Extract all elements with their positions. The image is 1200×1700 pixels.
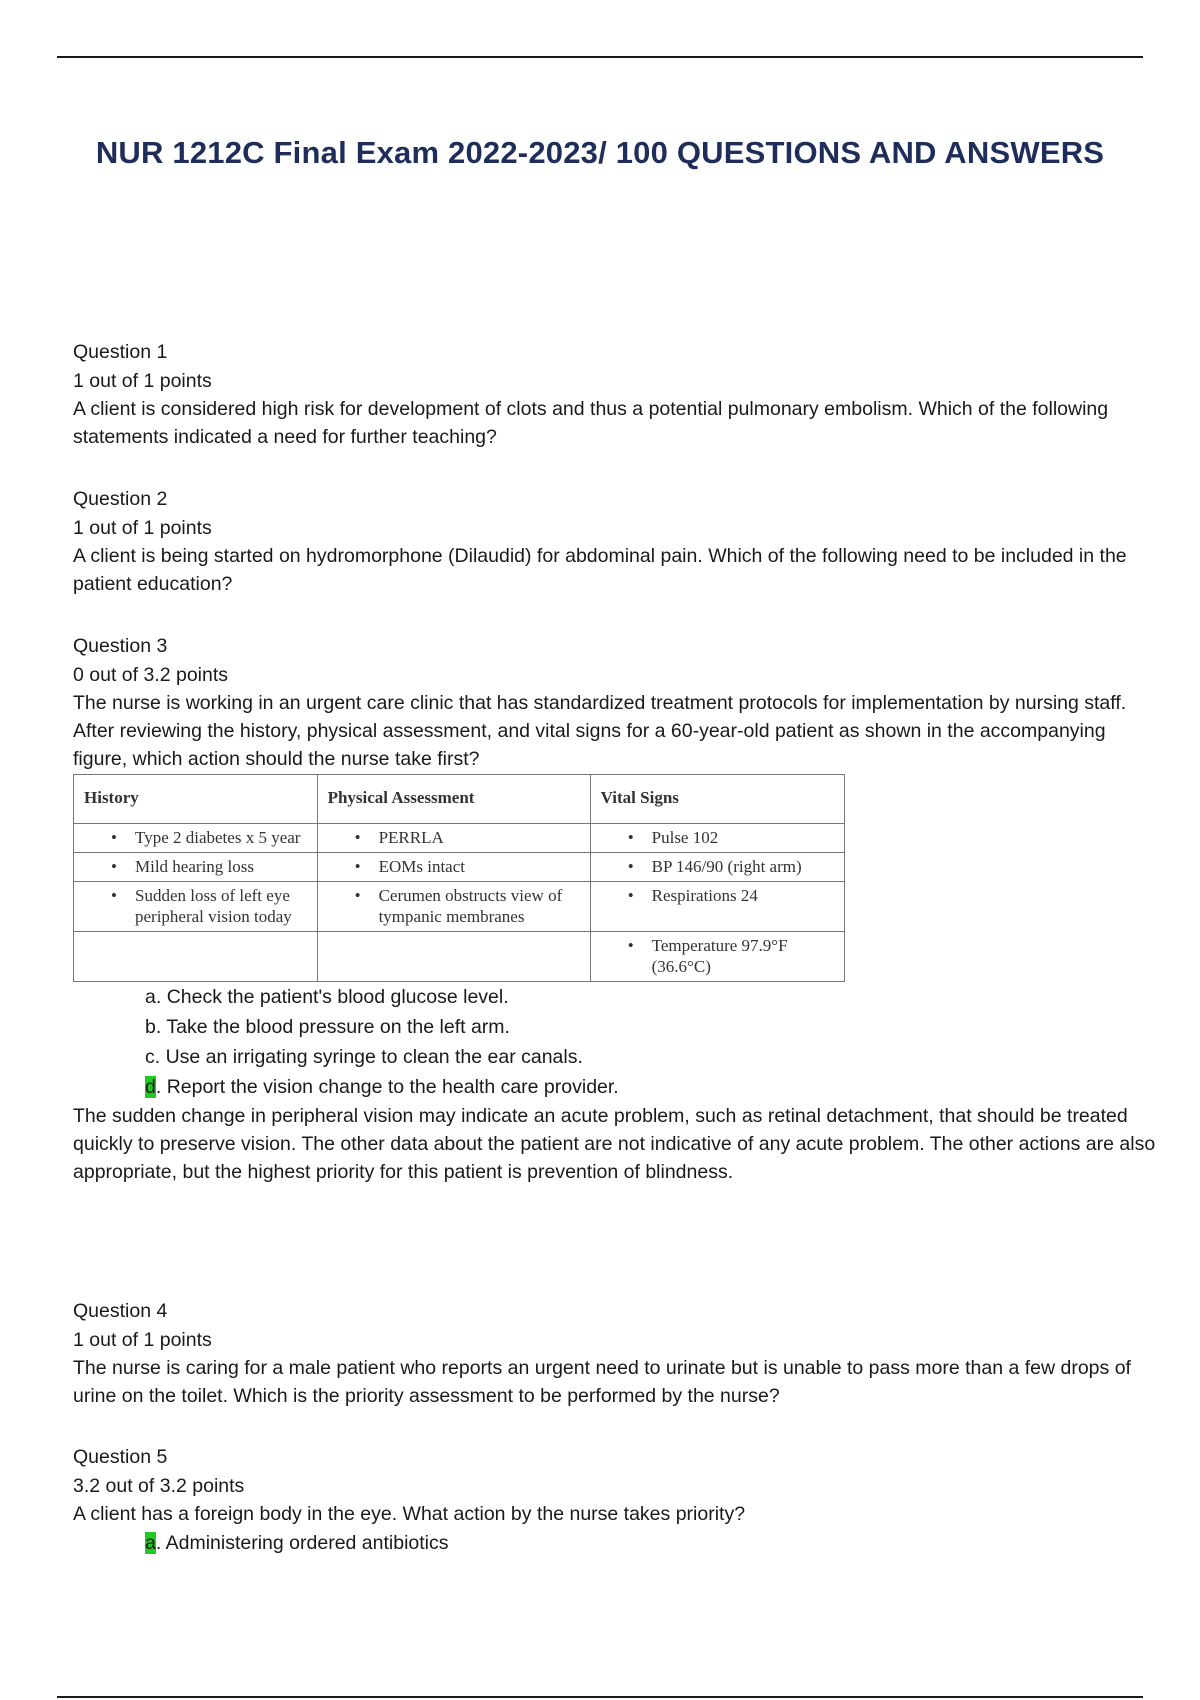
bullet-icon: • — [627, 885, 634, 905]
table-header-physical: Physical Assessment — [317, 775, 590, 824]
table-cell-empty — [317, 931, 590, 981]
table-row — [74, 931, 845, 981]
cell-text: EOMs intact — [378, 856, 465, 876]
table-cell — [590, 852, 844, 881]
table-header-row — [74, 775, 845, 824]
bullet-icon: • — [354, 885, 361, 905]
question-label: Question 1 — [73, 341, 168, 363]
option-text: . Report the vision change to the health care provider. — [155, 1075, 619, 1098]
question-label: Question 4 — [73, 1300, 168, 1322]
bullet-icon: • — [627, 827, 634, 847]
bullet-icon: • — [111, 885, 117, 905]
top-rule — [57, 56, 1143, 58]
option-letter: a — [145, 985, 156, 1008]
table-header-vitals: Vital Signs — [590, 775, 844, 824]
table-cell — [317, 881, 590, 931]
rationale-text: The sudden change in peripheral vision may indicate an acute problem, such as retinal detachment, that should be treated quickly to preserve vision. The other data about the patient are not indicative of any acute problem. The other actions are also appropriate, but the highest priority for this patient is prevention of blindness. — [73, 1104, 1156, 1183]
question-text: A client is being started on hydromorphone (Dilaudid) for abdominal pain. Which of the following need to be included in the patient education? — [73, 545, 1127, 595]
question-text: A client is considered high risk for development of clots and thus a potential pulmonary embolism. Which of the following statements indicated a need for further teaching? — [73, 398, 1109, 448]
option-text: . Administering ordered antibiotics — [155, 1532, 449, 1554]
question-4 — [73, 1297, 1163, 1410]
bullet-icon: • — [627, 935, 634, 955]
assessment-table — [73, 774, 845, 982]
question-label: Question 2 — [73, 488, 168, 510]
question-text: A client has a foreign body in the eye. What action by the nurse takes priority? — [73, 1503, 746, 1525]
answer-option-d[interactable] — [73, 1072, 1163, 1102]
option-text: . Use an irrigating syringe to clean the ear canals. — [154, 1045, 583, 1068]
table-cell — [317, 823, 590, 852]
question-2 — [73, 485, 1163, 598]
page-title: NUR 1212C Final Exam 2022-2023/ 100 QUESTIONS AND ANSWERS — [95, 135, 1105, 170]
table-row — [74, 852, 845, 881]
cell-text: Cerumen obstructs view of tympanic membranes — [378, 885, 563, 926]
bullet-icon: • — [354, 827, 361, 847]
table-cell — [590, 823, 844, 852]
answer-option-c[interactable] — [73, 1042, 1163, 1072]
question-points: 1 out of 1 points — [73, 369, 212, 392]
cell-text: Mild hearing loss — [135, 856, 254, 876]
answer-option-a[interactable] — [73, 982, 1163, 1012]
bottom-rule — [57, 1696, 1143, 1698]
answer-option-a[interactable] — [73, 1528, 1163, 1558]
bullet-icon: • — [111, 827, 117, 847]
question-points: 1 out of 1 points — [73, 1328, 212, 1351]
table-cell — [74, 823, 318, 852]
table-row — [74, 823, 845, 852]
option-letter: c — [145, 1045, 155, 1068]
question-1 — [73, 338, 1163, 451]
table-cell-empty — [74, 931, 318, 981]
option-text: . Check the patient's blood glucose level. — [155, 985, 509, 1008]
table-cell — [74, 881, 318, 931]
option-letter: b — [145, 1015, 156, 1038]
cell-text: Pulse 102 — [651, 827, 719, 847]
question-text: The nurse is caring for a male patient who reports an urgent need to urinate but is unable to pass more than a few drops of urine on the toilet. Which is the priority assessment to be performed by the nurse? — [73, 1357, 1131, 1407]
table-cell — [317, 852, 590, 881]
table-cell — [590, 931, 844, 981]
answer-option-b[interactable] — [73, 1012, 1163, 1042]
question-text: The nurse is working in an urgent care clinic that has standardized treatment protocols for implementation by nursing staff. After reviewing the history, physical assessment, and vital signs for a 60-year-old patient as shown in the accompanying figure, which action should the nurse take first? — [73, 692, 1127, 770]
question-label: Question 3 — [73, 635, 168, 657]
question-label: Question 5 — [73, 1446, 168, 1468]
bullet-icon: • — [354, 856, 361, 876]
option-text: . Take the blood pressure on the left arm. — [155, 1015, 510, 1038]
table-header-history: History — [74, 775, 318, 824]
cell-text: Temperature 97.9°F (36.6°C) — [651, 935, 788, 976]
question-points: 0 out of 3.2 points — [73, 663, 229, 686]
option-letter-highlighted: a — [145, 1532, 156, 1554]
cell-text: Respirations 24 — [651, 885, 758, 905]
bullet-icon: • — [111, 856, 117, 876]
question-3 — [73, 632, 1163, 1186]
bullet-icon: • — [627, 856, 634, 876]
cell-text: PERRLA — [378, 827, 444, 847]
question-points: 1 out of 1 points — [73, 516, 212, 539]
question-points: 3.2 out of 3.2 points — [73, 1474, 245, 1497]
cell-text: BP 146/90 (right arm) — [651, 856, 802, 876]
cell-text: Type 2 diabetes x 5 year — [135, 827, 301, 847]
cell-text: Sudden loss of left eye peripheral vision today — [135, 885, 292, 926]
question-5 — [73, 1443, 1163, 1558]
answer-options — [73, 982, 1163, 1102]
table-cell — [74, 852, 318, 881]
option-letter-highlighted: d — [145, 1075, 156, 1098]
answer-options — [73, 1528, 1163, 1558]
table-cell — [590, 881, 844, 931]
table-row — [74, 881, 845, 931]
